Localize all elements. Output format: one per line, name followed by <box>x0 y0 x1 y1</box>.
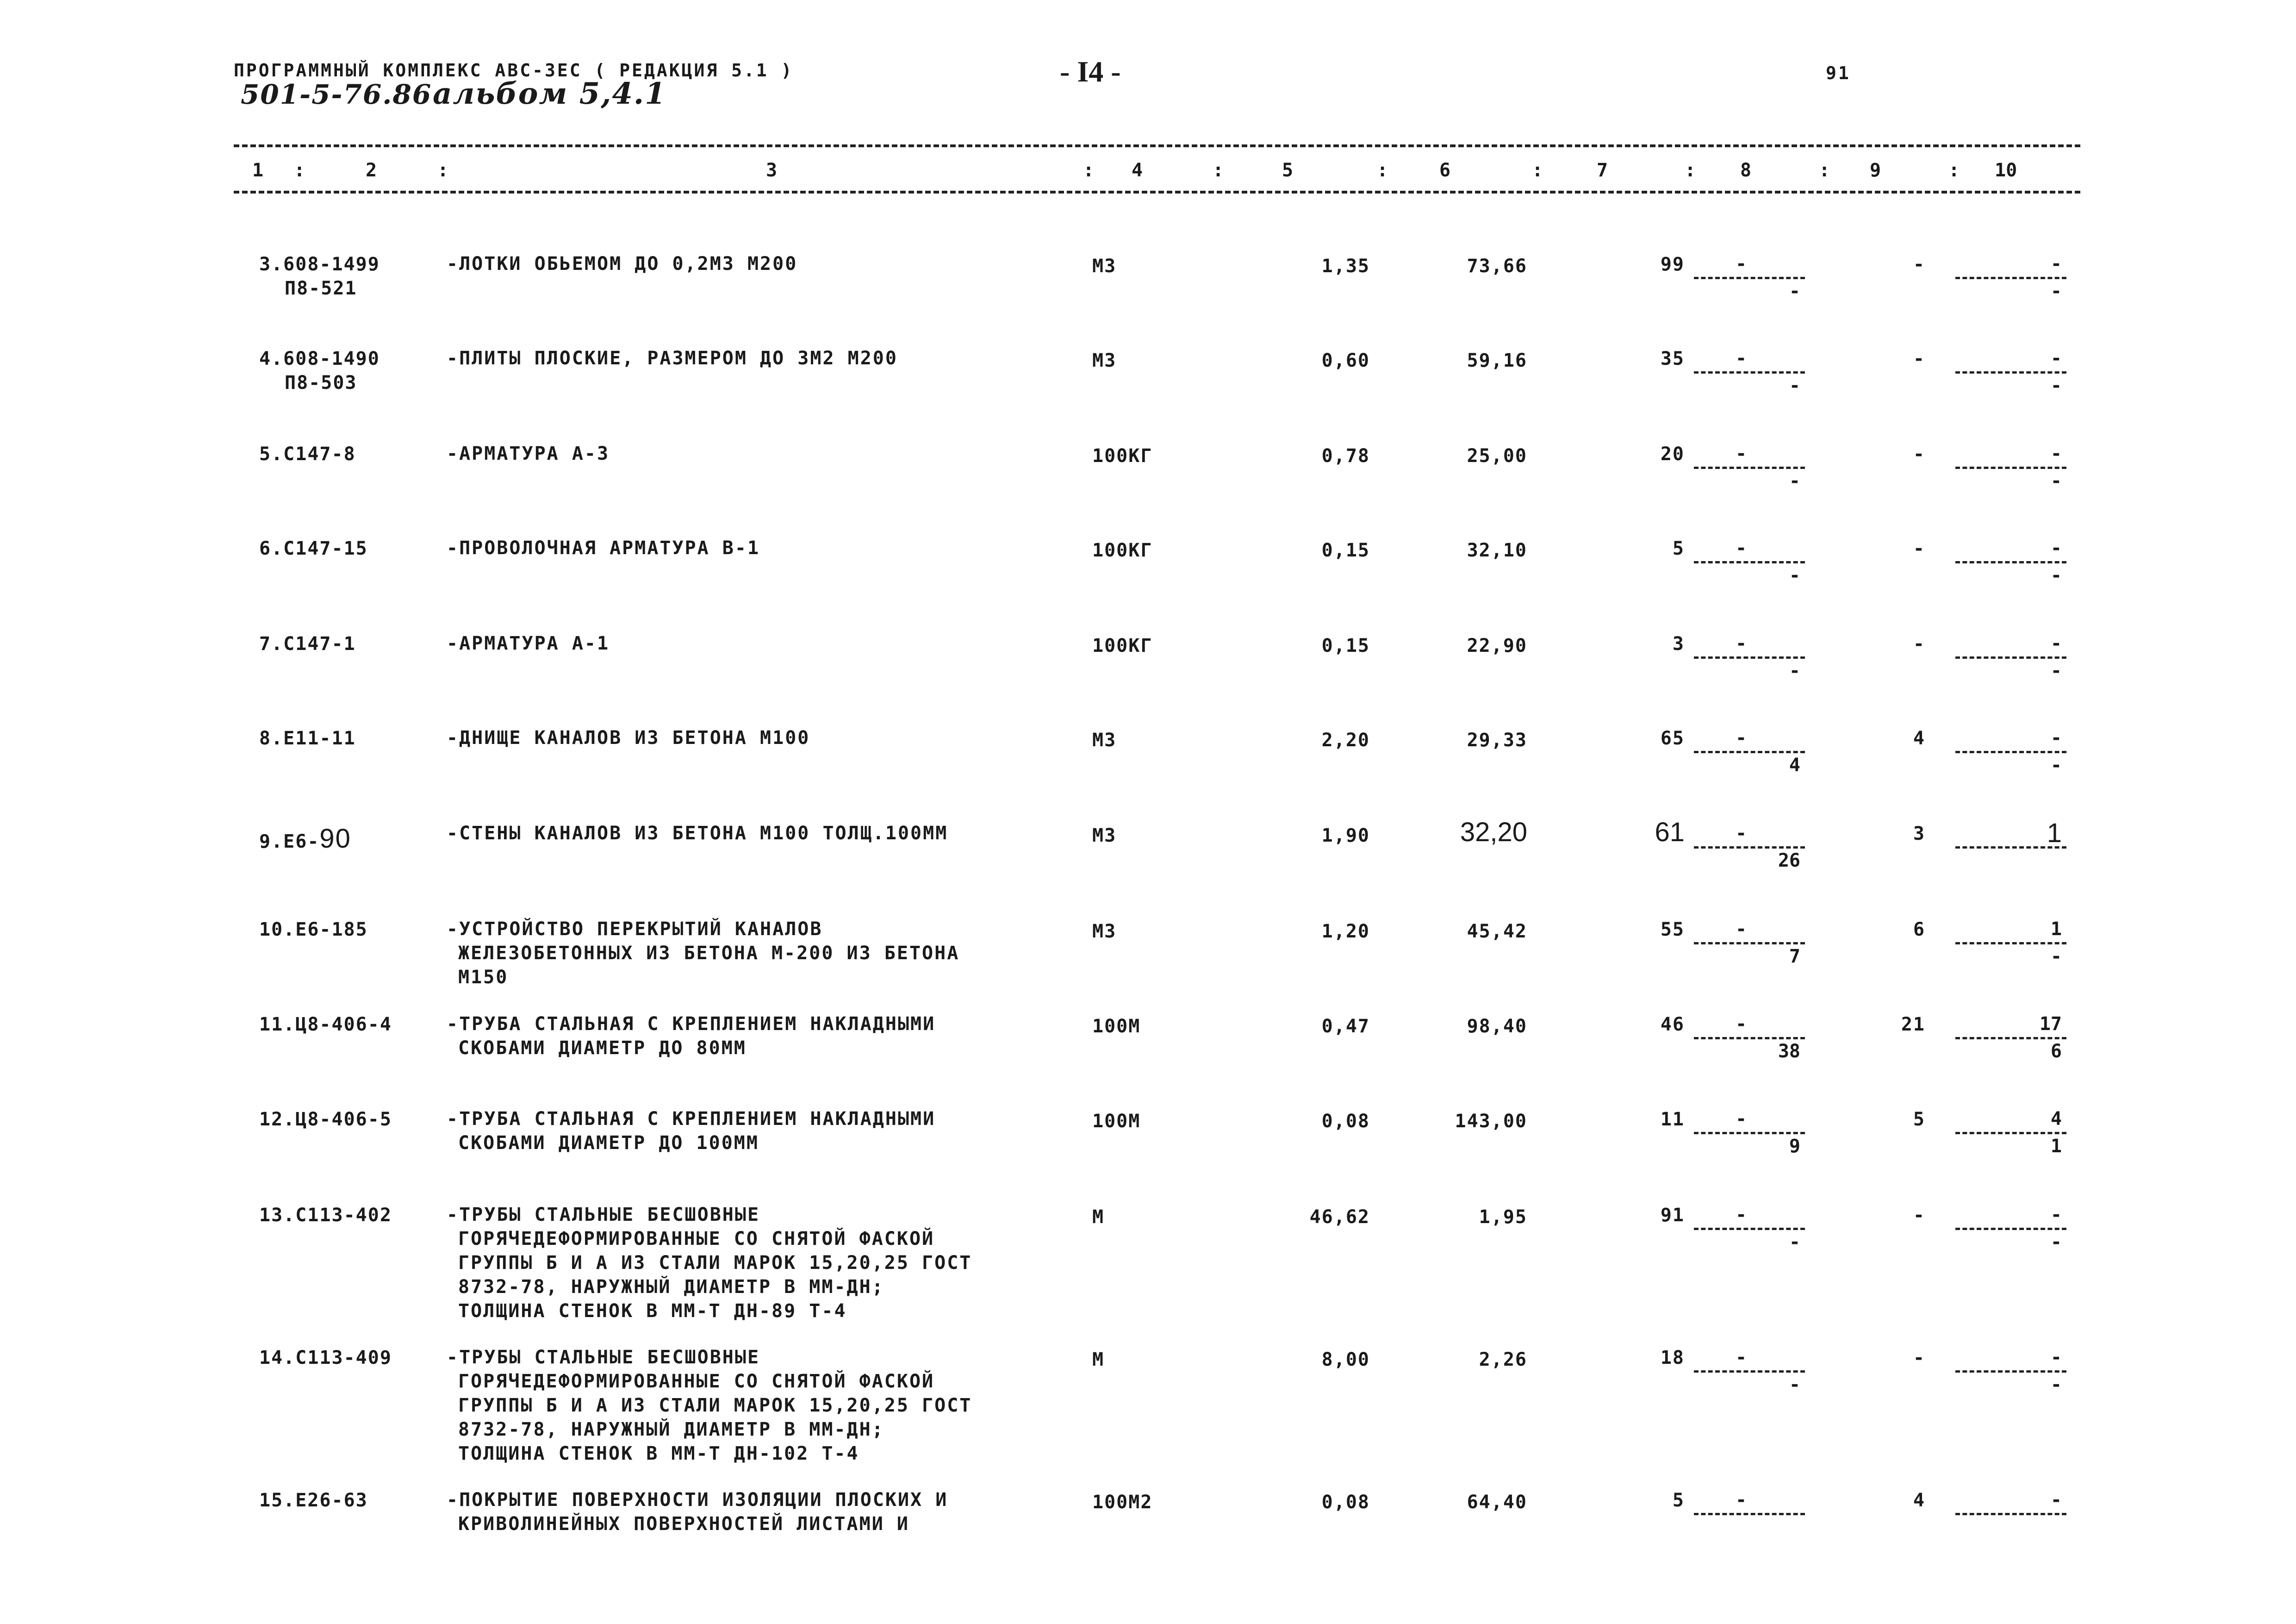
unit: М3 <box>1092 350 1117 371</box>
item-code: 6.С147-15 <box>259 538 368 559</box>
col9-value: 5 <box>1913 1109 1925 1130</box>
col10-bottom: - <box>2050 755 2062 776</box>
col7-value: 91 <box>1660 1205 1685 1226</box>
col10-bottom: 6 <box>2050 1041 2062 1062</box>
col10-fraction <box>1955 1347 2066 1397</box>
column-number: 3 <box>766 160 778 181</box>
unit: 100КГ <box>1092 635 1153 656</box>
quantity: 0,08 <box>1321 1111 1370 1132</box>
col10-top: - <box>2050 443 2062 464</box>
col9-value: - <box>1913 538 1925 559</box>
col9-value: 3 <box>1913 823 1925 844</box>
quantity: 2,20 <box>1321 730 1370 751</box>
item-code: 10.Е6-185 <box>259 919 368 940</box>
col8-fraction <box>1694 1205 1805 1254</box>
column-separator: : <box>294 160 305 181</box>
col7-value: 99 <box>1660 254 1685 275</box>
col8-bottom: 9 <box>1789 1136 1800 1157</box>
col10-top: - <box>2050 537 2062 559</box>
quantity: 0,78 <box>1321 445 1370 467</box>
quantity: 1,35 <box>1321 256 1370 277</box>
description-line: -ТРУБЫ СТАЛЬНЫЕ БЕСШОВНЫЕ <box>447 1204 760 1225</box>
col10-bottom: - <box>2050 281 2062 302</box>
table-row <box>0 443 2296 492</box>
column-separator: : <box>1213 160 1224 181</box>
description-line: -ТРУБА СТАЛЬНАЯ С КРЕПЛЕНИЕМ НАКЛАДНЫМИ <box>447 1108 936 1130</box>
col7-value: 5 <box>1672 538 1685 559</box>
col10-fraction <box>1955 1490 2066 1539</box>
header-rule-top <box>234 144 2080 147</box>
col10-top: - <box>2050 348 2062 369</box>
col7-value: 65 <box>1660 728 1685 749</box>
description-line: ГОРЯЧЕДЕФОРМИРОВАННЫЕ СО СНЯТОЙ ФАСКОЙ <box>458 1228 935 1249</box>
col7-value: 3 <box>1672 633 1685 655</box>
column-separator: : <box>1532 160 1543 181</box>
description-line: ТОЛЩИНА СТЕНОК В ММ-Т ДН-89 Т-4 <box>458 1300 847 1322</box>
unit-price: 25,00 <box>1467 445 1527 467</box>
col7-value: 18 <box>1660 1347 1685 1368</box>
unit: 100КГ <box>1092 445 1153 467</box>
col10-top: - <box>2050 1489 2062 1511</box>
quantity: 1,90 <box>1321 825 1370 846</box>
col8-fraction <box>1694 919 1805 968</box>
col10-top: - <box>2050 633 2062 654</box>
column-number: 10 <box>1995 160 2017 181</box>
col10-bottom: - <box>2050 470 2062 492</box>
col10-fraction <box>1955 633 2066 683</box>
item-code: 3.608-1499 <box>259 254 380 275</box>
col10-bottom: - <box>2050 565 2062 586</box>
col8-bottom: - <box>1789 470 1800 492</box>
col9-value: 21 <box>1901 1014 1925 1035</box>
description-line: СКОБАМИ ДИАМЕТР ДО 100ММ <box>458 1132 759 1154</box>
col8-fraction <box>1694 823 1805 873</box>
quantity: 0,47 <box>1321 1016 1370 1037</box>
description-line: М150 <box>458 967 509 988</box>
col8-top: - <box>1736 1013 1747 1035</box>
col8-bottom: - <box>1789 281 1800 302</box>
column-separator: : <box>1819 160 1830 181</box>
description-line: СКОБАМИ ДИАМЕТР ДО 80ММ <box>458 1037 747 1059</box>
col10-top: 1 <box>2050 918 2062 940</box>
unit: 100КГ <box>1092 540 1153 561</box>
quantity: 0,60 <box>1321 350 1370 371</box>
column-separator: : <box>1948 160 1960 181</box>
item-subcode: П8-521 <box>285 278 357 299</box>
item-code: 7.С147-1 <box>259 633 356 655</box>
col8-top: - <box>1736 1489 1747 1511</box>
column-number: 6 <box>1439 160 1451 181</box>
col8-top: - <box>1736 727 1747 749</box>
page-number: - I4 - <box>1060 55 1121 88</box>
col10-bottom: - <box>2050 660 2062 681</box>
unit: М <box>1092 1349 1105 1370</box>
unit: М3 <box>1092 825 1117 846</box>
col10-top: 17 <box>2039 1013 2062 1035</box>
col8-bottom <box>1694 1515 1805 1539</box>
col10-top: - <box>2050 727 2062 749</box>
col7-value: 5 <box>1672 1490 1685 1511</box>
quantity: 1,20 <box>1321 921 1370 942</box>
table-row <box>0 348 2296 396</box>
col10-top: 4 <box>2050 1108 2062 1130</box>
column-separator: : <box>1083 160 1095 181</box>
col10-bottom: - <box>2050 946 2062 967</box>
description-line: -СТЕНЫ КАНАЛОВ ИЗ БЕТОНА М100 ТОЛЩ.100ММ <box>447 823 948 844</box>
description-line: ГРУППЫ Б И А ИЗ СТАЛИ МАРОК 15,20,25 ГОСТ <box>458 1395 972 1416</box>
sheet-number: 91 <box>1826 63 1851 83</box>
col8-bottom: - <box>1789 660 1800 681</box>
col10-top: - <box>2050 253 2062 275</box>
col8-fraction <box>1694 443 1805 493</box>
unit: М <box>1092 1206 1105 1228</box>
description-line: ГОРЯЧЕДЕФОРМИРОВАННЫЕ СО СНЯТОЙ ФАСКОЙ <box>458 1371 935 1392</box>
description-line: -ЛОТКИ ОБЬЕМОМ ДО 0,2М3 М200 <box>447 253 798 275</box>
column-separator: : <box>1685 160 1696 181</box>
unit-price: 45,42 <box>1467 921 1527 942</box>
column-number: 1 <box>252 160 264 181</box>
col9-value: - <box>1913 254 1925 275</box>
col8-top: - <box>1736 1108 1747 1130</box>
item-code: 14.С113-409 <box>259 1347 392 1368</box>
col8-top: - <box>1736 348 1747 369</box>
col9-value: 6 <box>1913 919 1925 940</box>
col10-fraction <box>1955 1205 2066 1254</box>
col9-value: - <box>1913 443 1925 465</box>
item-code: 5.С147-8 <box>259 443 356 465</box>
col8-bottom: - <box>1789 375 1800 396</box>
col10-bottom: 1 <box>2050 1136 2062 1157</box>
item-code: 15.Е26-63 <box>259 1490 368 1511</box>
col8-bottom: - <box>1789 1374 1800 1395</box>
unit-price: 59,16 <box>1467 350 1527 371</box>
col10-fraction <box>1955 348 2066 398</box>
col10-bottom <box>1955 1515 2066 1539</box>
description-line: ЖЕЛЕЗОБЕТОННЫХ ИЗ БЕТОНА М-200 ИЗ БЕТОНА <box>458 943 960 964</box>
description-line: ТОЛЩИНА СТЕНОК В ММ-Т ДН-102 Т-4 <box>458 1443 859 1464</box>
col8-bottom: 26 <box>1778 850 1800 871</box>
description-line: -АРМАТУРА А-1 <box>447 633 610 654</box>
unit: 100М <box>1092 1111 1141 1132</box>
column-number: 4 <box>1132 160 1143 181</box>
item-code: 12.Ц8-406-5 <box>259 1109 392 1130</box>
description-line: -ТРУБЫ СТАЛЬНЫЕ БЕСШОВНЫЕ <box>447 1347 760 1368</box>
quantity: 8,00 <box>1321 1349 1370 1370</box>
column-number: 2 <box>366 160 377 181</box>
description-line: -УСТРОЙСТВО ПЕРЕКРЫТИЙ КАНАЛОВ <box>447 918 823 940</box>
unit-price: 22,90 <box>1467 635 1527 656</box>
col8-fraction <box>1694 348 1805 398</box>
description-line: -АРМАТУРА А-3 <box>447 443 610 464</box>
unit-price: 32,10 <box>1467 540 1527 561</box>
col8-bottom: 38 <box>1778 1041 1800 1062</box>
col10-fraction <box>1955 919 2066 968</box>
unit-price: 2,26 <box>1479 1349 1527 1370</box>
col10-bottom: - <box>2050 1374 2062 1395</box>
col10-fraction <box>1955 1014 2066 1063</box>
unit-price: 29,33 <box>1467 730 1527 751</box>
item-code: 11.Ц8-406-4 <box>259 1014 392 1035</box>
col10-bottom: - <box>2050 375 2062 396</box>
description-line: КРИВОЛИНЕЙНЫХ ПОВЕРХНОСТЕЙ ЛИСТАМИ И <box>458 1513 909 1535</box>
col7-value: 55 <box>1660 919 1685 940</box>
col10-fraction <box>1955 728 2066 777</box>
unit: М3 <box>1092 256 1117 277</box>
unit-price: 73,66 <box>1467 256 1527 277</box>
program-header: ПРОГРАММНЫЙ КОМПЛЕКС АВС-ЗЕС ( РЕДАКЦИЯ 5.1 ) <box>234 60 794 81</box>
col9-value: 4 <box>1913 728 1925 749</box>
col8-fraction <box>1694 538 1805 587</box>
quantity: 0,15 <box>1321 635 1370 656</box>
col8-top: - <box>1736 918 1747 940</box>
unit: М3 <box>1092 921 1117 942</box>
col8-fraction <box>1694 728 1805 777</box>
unit-price: 143,00 <box>1455 1111 1527 1132</box>
col9-value: - <box>1913 633 1925 655</box>
col8-top: - <box>1736 1204 1747 1225</box>
column-number: 8 <box>1740 160 1752 181</box>
col8-bottom: 4 <box>1789 755 1800 776</box>
column-number: 7 <box>1597 160 1608 181</box>
col7-value: 20 <box>1660 443 1685 465</box>
column-separator: : <box>1377 160 1388 181</box>
unit: М3 <box>1092 730 1117 751</box>
col8-fraction <box>1694 1490 1805 1539</box>
description-line: -ДНИЩЕ КАНАЛОВ ИЗ БЕТОНА М100 <box>447 727 810 749</box>
col8-fraction <box>1694 633 1805 683</box>
col7-value: 11 <box>1660 1109 1685 1130</box>
col10-fraction <box>1955 538 2066 587</box>
col10-bottom <box>1955 849 2066 873</box>
item-subcode: П8-503 <box>285 372 357 394</box>
col10-top: - <box>2050 1347 2062 1368</box>
col8-fraction <box>1694 1347 1805 1397</box>
description-line: -ТРУБА СТАЛЬНАЯ С КРЕПЛЕНИЕМ НАКЛАДНЫМИ <box>447 1013 936 1035</box>
unit: 100М2 <box>1092 1492 1153 1513</box>
col9-value: - <box>1913 348 1925 369</box>
description-line: ГРУППЫ Б И А ИЗ СТАЛИ МАРОК 15,20,25 ГОСТ <box>458 1252 972 1274</box>
column-number: 5 <box>1282 160 1294 181</box>
col9-value: - <box>1913 1347 1925 1368</box>
col7-value-handwritten: 61 <box>1655 817 1685 847</box>
item-code: 4.608-1490 <box>259 348 380 369</box>
item-code-handwritten: 90 <box>319 824 351 854</box>
col10-fraction <box>1955 1109 2066 1158</box>
quantity: 0,15 <box>1321 540 1370 561</box>
col10-fraction <box>1955 443 2066 493</box>
description-line: 8732-78, НАРУЖНЫЙ ДИАМЕТР В ММ-ДН; <box>458 1276 884 1298</box>
unit-price: 64,40 <box>1467 1492 1527 1513</box>
table-row <box>0 633 2296 681</box>
table-row <box>0 1347 2296 1464</box>
column-number: 9 <box>1870 160 1881 181</box>
unit: 100М <box>1092 1016 1141 1037</box>
col8-bottom: 7 <box>1789 946 1800 967</box>
description-line: -ПЛИТЫ ПЛОСКИЕ, РАЗМЕРОМ ДО 3М2 М200 <box>447 348 898 369</box>
col8-fraction <box>1694 1109 1805 1158</box>
quantity: 46,62 <box>1309 1206 1370 1228</box>
unit-price: 1,95 <box>1479 1206 1527 1228</box>
col8-bottom: - <box>1789 565 1800 586</box>
col8-bottom: - <box>1789 1231 1800 1253</box>
col10-top: - <box>2050 1204 2062 1225</box>
unit-price: 98,40 <box>1467 1016 1527 1037</box>
col8-top: - <box>1736 443 1747 464</box>
item-code: 13.С113-402 <box>259 1205 392 1226</box>
col9-value: 4 <box>1913 1490 1925 1511</box>
col7-value: 46 <box>1660 1014 1685 1035</box>
description-line: 8732-78, НАРУЖНЫЙ ДИАМЕТР В ММ-ДН; <box>458 1419 884 1440</box>
unit-price-handwritten: 32,20 <box>1460 817 1527 847</box>
col8-top: - <box>1736 633 1747 654</box>
col10-top-handwritten: 1 <box>2047 818 2062 848</box>
col10-fraction <box>1955 254 2066 303</box>
quantity: 0,08 <box>1321 1492 1370 1513</box>
col10-bottom: - <box>2050 1231 2062 1253</box>
col8-fraction <box>1694 1014 1805 1063</box>
col8-top: - <box>1736 253 1747 275</box>
album-label: альбом 5,4.1 <box>433 76 666 111</box>
description-line: -ПРОВОЛОЧНАЯ АРМАТУРА В-1 <box>447 537 760 559</box>
album-code: 501-5-76.86 <box>241 79 432 110</box>
col8-top: - <box>1736 1347 1747 1368</box>
description-line: -ПОКРЫТИЕ ПОВЕРХНОСТИ ИЗОЛЯЦИИ ПЛОСКИХ И <box>447 1489 948 1511</box>
col8-top: - <box>1736 537 1747 559</box>
item-code: 8.Е11-11 <box>259 728 356 749</box>
table-row <box>0 817 2296 871</box>
header-rule-bottom <box>234 191 2080 194</box>
col7-value: 35 <box>1660 348 1685 369</box>
col8-top: - <box>1736 823 1747 844</box>
column-separator: : <box>437 160 449 181</box>
col9-value: - <box>1913 1205 1925 1226</box>
col8-fraction <box>1694 254 1805 303</box>
col10-fraction <box>1955 818 2066 873</box>
item-code: 9.Е6-90 <box>259 824 351 854</box>
